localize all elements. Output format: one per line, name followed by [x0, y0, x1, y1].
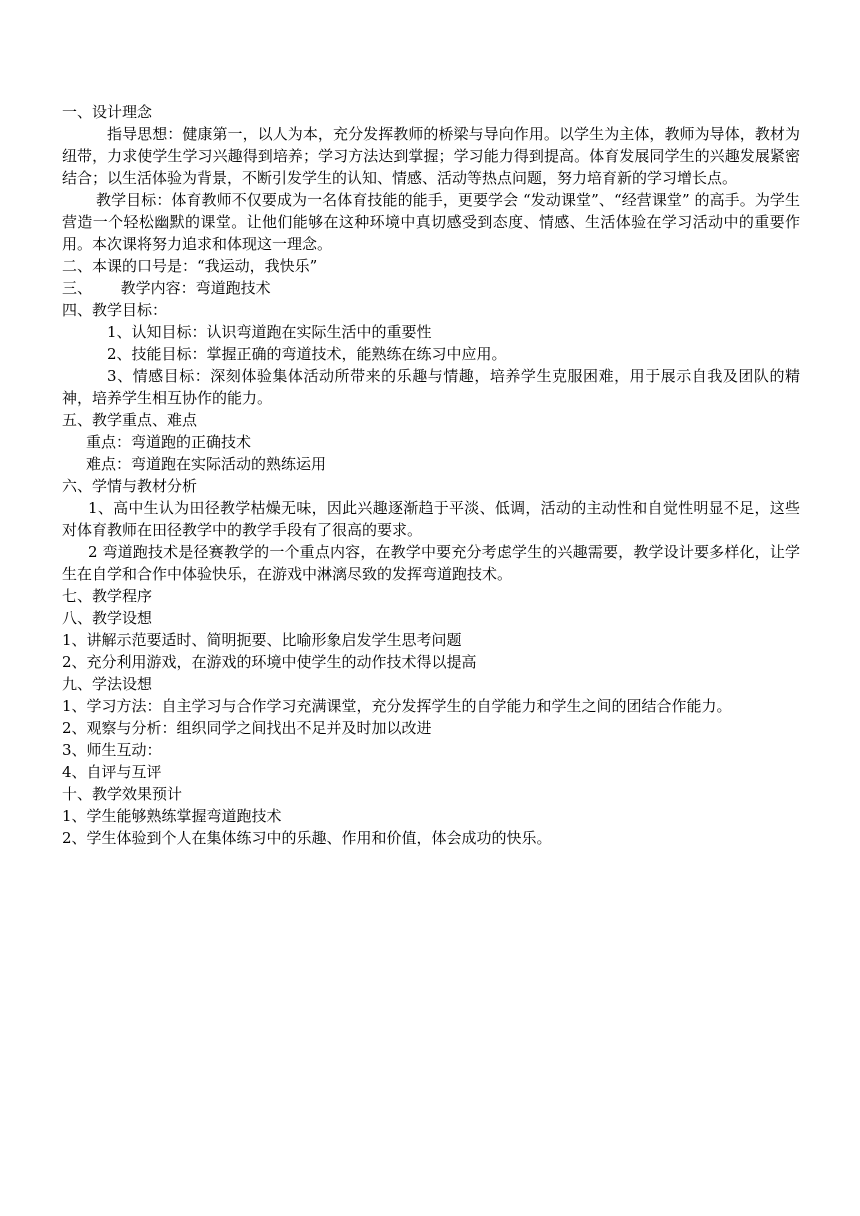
objective-emotional: 3、情感目标：深刻体验集体活动所带来的乐趣与情趣，培养学生克服困难，用于展示自我及团队的精神，培养学生相互协作的能力。 [62, 367, 800, 407]
section-heading-teaching-ideas: 八、教学设想 [62, 609, 153, 627]
analysis-paragraph-1: 1、高中生认为田径教学枯燥无味，因此兴趣逐渐趋于平淡、低调，活动的主动性和自觉性明显不足，这些对体育教师在田径教学中的教学手段有了很高的要求。 [62, 499, 800, 539]
key-point: 重点：弯道跑的正确技术 [86, 433, 252, 451]
section-heading-content: 三、 教学内容：弯道跑技术 [62, 279, 271, 297]
section-heading-expected-results: 十、教学效果预计 [62, 785, 183, 803]
learning-method-1: 1、学习方法：自主学习与合作学习充满课堂，充分发挥学生的自学能力和学生之间的团结合作能力。 [62, 697, 732, 715]
section-heading-learning-methods: 九、学法设想 [62, 675, 153, 693]
objective-skill: 2、技能目标：掌握正确的弯道技术，能熟练在练习中应用。 [107, 345, 507, 363]
section-heading-key-points: 五、教学重点、难点 [62, 411, 198, 429]
teaching-idea-2: 2、充分利用游戏，在游戏的环境中使学生的动作技术得以提高 [62, 653, 477, 671]
guiding-thought-paragraph: 指导思想：健康第一，以人为本，充分发挥教师的桥梁与导向作用。以学生为主体，教师为导体，教材为纽带，力求使学生学习兴趣得到培养；学习方法达到掌握；学习能力得到提高。体育发展同学生的兴趣发展紧密结合；以生活体验为背景，不断引发学生的认知、情感、活动等热点问题，努力培育新的学习增长点。 [62, 125, 800, 187]
section-heading-design-concept: 一、设计理念 [62, 103, 153, 121]
section-heading-objectives: 四、教学目标： [62, 301, 168, 319]
document-page [62, 101, 800, 849]
difficult-point: 难点：弯道跑在实际活动的熟练运用 [86, 455, 327, 473]
expected-result-1: 1、学生能够熟练掌握弯道跑技术 [62, 807, 282, 825]
section-heading-analysis: 六、学情与教材分析 [62, 477, 198, 495]
expected-result-2: 2、学生体验到个人在集体练习中的乐趣、作用和价值，体会成功的快乐。 [62, 829, 552, 847]
teaching-idea-1: 1、讲解示范要适时、简明扼要、比喻形象启发学生思考问题 [62, 631, 462, 649]
learning-method-4: 4、自评与互评 [62, 763, 162, 781]
learning-method-2: 2、观察与分析：组织同学之间找出不足并及时加以改进 [62, 719, 432, 737]
objective-cognitive: 1、认知目标：认识弯道跑在实际生活中的重要性 [107, 323, 432, 341]
section-heading-slogan: 二、本课的口号是：“我运动，我快乐” [62, 257, 318, 275]
analysis-paragraph-2: 2 弯道跑技术是径赛教学的一个重点内容，在教学中要充分考虑学生的兴趣需要，教学设计要多样化，让学生在自学和合作中体验快乐，在游戏中淋漓尽致的发挥弯道跑技术。 [62, 543, 800, 583]
section-heading-procedure: 七、教学程序 [62, 587, 153, 605]
teaching-goal-paragraph: 教学目标：体育教师不仅要成为一名体育技能的能手，更要学会 “发动课堂”、“经营课堂” 的高手。为学生营造一个轻松幽默的课堂。让他们能够在这种环境中真切感受到态度、情感、生活体验在学习活动中的重要作用。本次课将努力追求和体现这一理念。 [62, 191, 800, 253]
learning-method-3: 3、师生互动： [62, 741, 162, 759]
